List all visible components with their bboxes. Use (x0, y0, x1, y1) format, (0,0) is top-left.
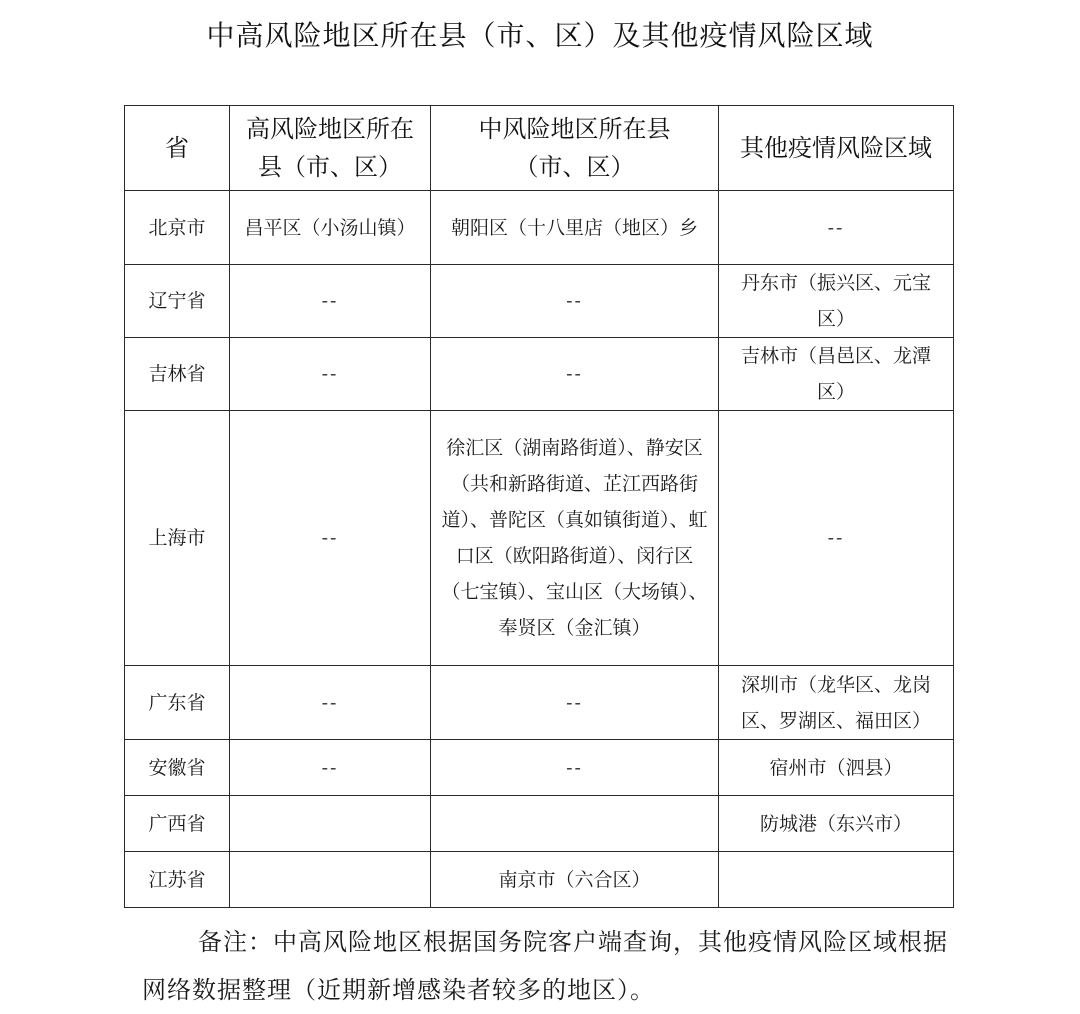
province-cell: 辽宁省 (125, 265, 230, 338)
high-risk-cell: -- (230, 338, 431, 411)
other-risk-cell: 防城港（东兴市） (719, 796, 954, 852)
other-risk-cell: 吉林市（昌邑区、龙潭区） (719, 338, 954, 411)
other-risk-cell: 丹东市（振兴区、元宝区） (719, 265, 954, 338)
header-high-risk: 高风险地区所在县（市、区） (230, 106, 431, 191)
other-risk-cell: 宿州市（泗县） (719, 740, 954, 796)
medium-risk-cell: 南京市（六合区） (431, 852, 719, 908)
high-risk-cell (230, 852, 431, 908)
risk-area-table (124, 105, 954, 908)
table-row (125, 740, 954, 796)
table-row (125, 265, 954, 338)
other-risk-cell: -- (719, 411, 954, 666)
high-risk-cell: -- (230, 265, 431, 338)
province-cell: 江苏省 (125, 852, 230, 908)
medium-risk-cell: -- (431, 338, 719, 411)
header-medium-risk: 中风险地区所在县（市、区） (431, 106, 719, 191)
header-province: 省 (125, 106, 230, 191)
other-risk-cell (719, 852, 954, 908)
table-row (125, 852, 954, 908)
province-cell: 吉林省 (125, 338, 230, 411)
medium-risk-cell: -- (431, 666, 719, 740)
high-risk-cell: 昌平区（小汤山镇） (230, 191, 431, 265)
page-title: 中高风险地区所在县（市、区）及其他疫情风险区域 (206, 19, 874, 52)
table-row (125, 338, 954, 411)
high-risk-cell: -- (230, 411, 431, 666)
table-row (125, 796, 954, 852)
medium-risk-cell: -- (431, 740, 719, 796)
header-other-risk: 其他疫情风险区域 (719, 106, 954, 191)
high-risk-cell (230, 796, 431, 852)
other-risk-cell: -- (719, 191, 954, 265)
table-row (125, 191, 954, 265)
high-risk-cell: -- (230, 666, 431, 740)
province-cell: 上海市 (125, 411, 230, 666)
table-row (125, 666, 954, 740)
medium-risk-cell: 徐汇区（湖南路街道）、静安区（共和新路街道、芷江西路街道）、普陀区（真如镇街道）、虹口区（欧阳路街道）、闵行区（七宝镇）、宝山区（大场镇）、奉贤区（金汇镇） (431, 411, 719, 666)
province-cell: 北京市 (125, 191, 230, 265)
province-cell: 广西省 (125, 796, 230, 852)
medium-risk-cell: 朝阳区（十八里店（地区）乡 (431, 191, 719, 265)
footnote: 备注：中高风险地区根据国务院客户端查询，其他疫情风险区域根据网络数据整理（近期新增感染者较多的地区）。 (142, 928, 948, 1004)
high-risk-cell: -- (230, 740, 431, 796)
table-row (125, 411, 954, 666)
province-cell: 安徽省 (125, 740, 230, 796)
other-risk-cell: 深圳市（龙华区、龙岗区、罗湖区、福田区） (719, 666, 954, 740)
medium-risk-cell: -- (431, 265, 719, 338)
medium-risk-cell (431, 796, 719, 852)
province-cell: 广东省 (125, 666, 230, 740)
table-header-row (125, 106, 954, 191)
